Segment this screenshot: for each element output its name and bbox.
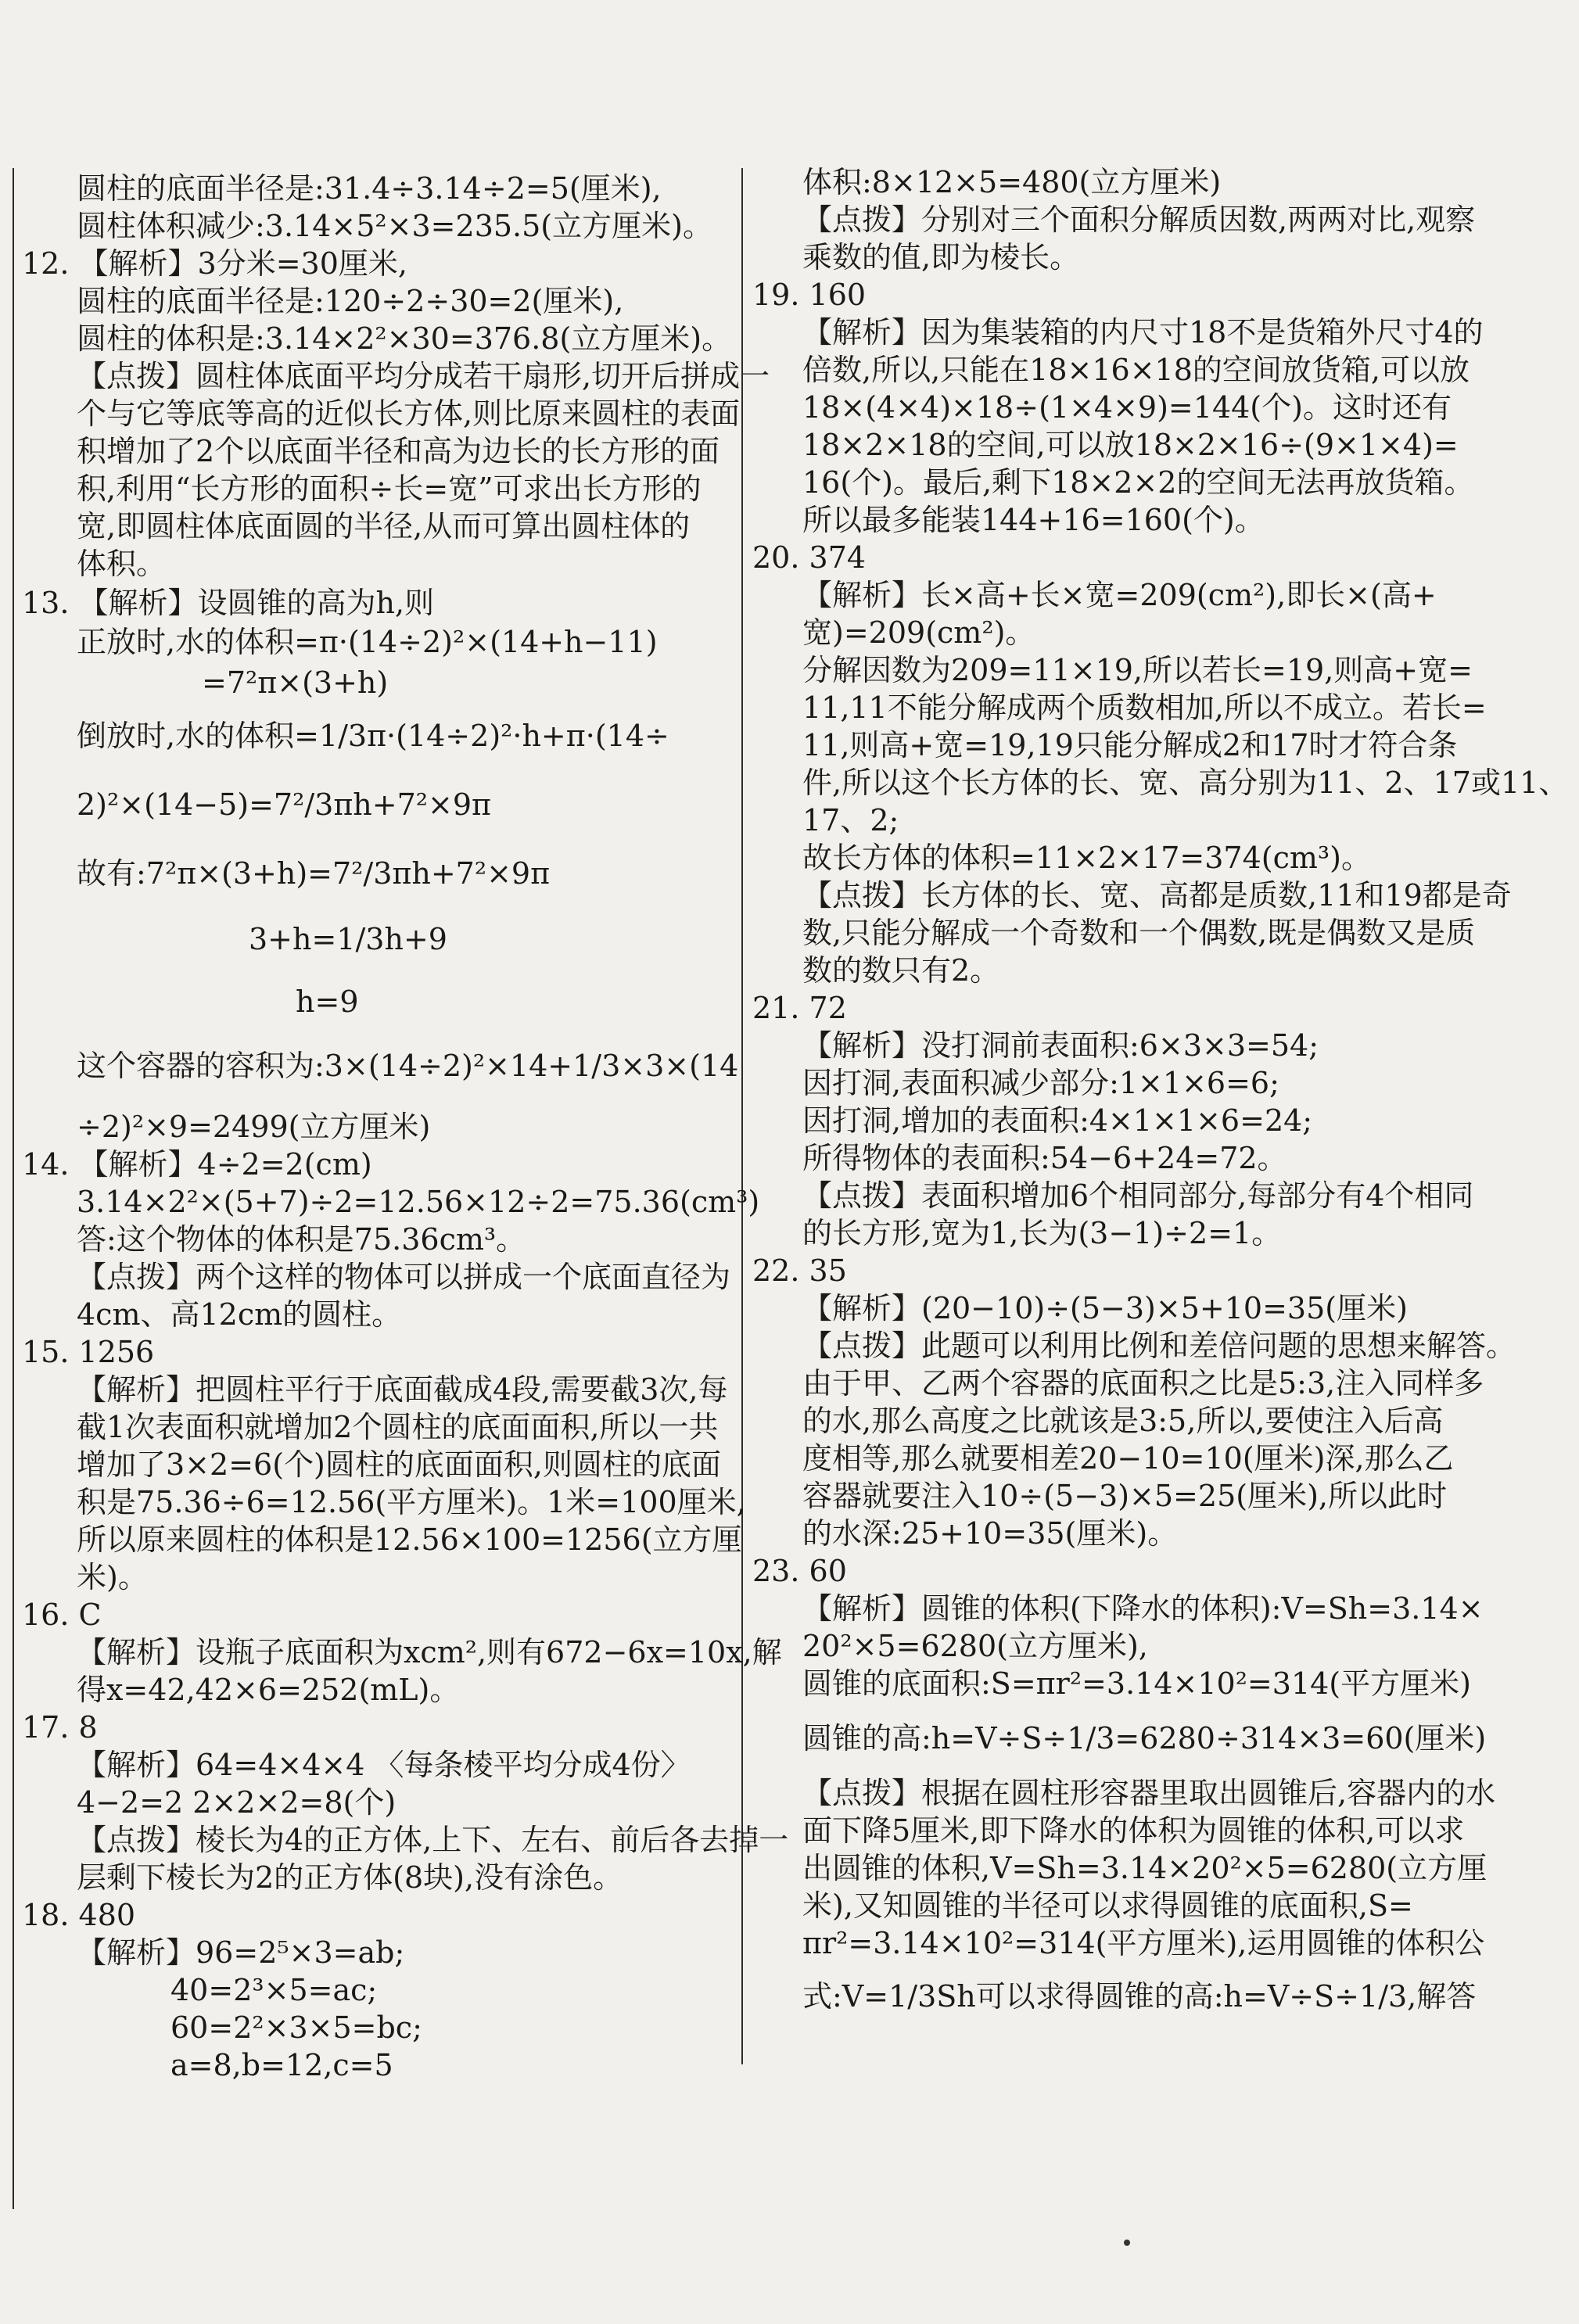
text-line: 11,则高+宽=19,19只能分解成2和17时才符合条 xyxy=(802,728,1458,762)
text-line: 圆锥的高:h=V÷S÷1/3=6280÷314×3=60(厘米) xyxy=(802,1721,1487,1756)
text-line: 【点拨】两个这样的物体可以拼成一个底面直径为 xyxy=(77,1260,731,1294)
text-line: 【点拨】长方体的长、宽、高都是质数,11和19都是奇 xyxy=(802,878,1512,913)
text-line: 【点拨】根据在圆柱形容器里取出圆锥后,容器内的水 xyxy=(802,1776,1496,1810)
text-line: 18×2×18的空间,可以放18×2×16÷(9×1×4)= xyxy=(802,428,1459,462)
text-line: 60=2²×3×5=bc; xyxy=(170,2010,422,2045)
column-divider xyxy=(741,168,743,2064)
text-line: 23. 60 xyxy=(752,1554,847,1588)
text-line: 数的数只有2。 xyxy=(802,953,1000,988)
text-line: 3+h=1/3h+9 xyxy=(249,922,447,956)
text-line: 【解析】因为集装箱的内尺寸18不是货箱外尺寸4的 xyxy=(802,315,1484,350)
text-line: 体积:8×12×5=480(立方厘米) xyxy=(802,165,1222,199)
text-line: πr²=3.14×10²=314(平方厘米),运用圆锥的体积公 xyxy=(802,1926,1485,1960)
text-line: 【解析】64=4×4×4 〈每条棱平均分成4份〉 xyxy=(77,1748,691,1782)
text-line: 15. 1256 xyxy=(22,1335,155,1369)
text-line: 【点拨】此题可以利用比例和差倍问题的思想来解答。 xyxy=(802,1329,1516,1363)
text-line: 【点拨】分别对三个面积分解质因数,两两对比,观察 xyxy=(802,203,1476,237)
text-line: 宽)=209(cm²)。 xyxy=(802,615,1035,650)
text-line: 积,利用“长方形的面积÷长=宽”可求出长方形的 xyxy=(77,472,702,506)
text-line: 米)。 xyxy=(77,1560,148,1594)
text-line: 由于甲、乙两个容器的底面积之比是5:3,注入同样多 xyxy=(802,1366,1484,1400)
page-dot xyxy=(1124,2240,1130,2246)
text-line: 18×(4×4)×18÷(1×4×9)=144(个)。这时还有 xyxy=(802,390,1452,425)
text-line: 个与它等底等高的近似长方体,则比原来圆柱的表面 xyxy=(77,396,741,431)
text-line: 12. 【解析】3分米=30厘米, xyxy=(22,246,407,281)
text-line: 【点拨】表面积增加6个相同部分,每部分有4个相同 xyxy=(802,1178,1474,1213)
text-line: 40=2³×5=ac; xyxy=(170,1973,378,2007)
text-line: 得x=42,42×6=252(mL)。 xyxy=(77,1673,460,1707)
text-line: 17、2; xyxy=(802,803,899,837)
text-line: 故长方体的体积=11×2×17=374(cm³)。 xyxy=(802,841,1371,875)
text-line: 【解析】设瓶子底面积为xcm²,则有672−6x=10x,解 xyxy=(77,1635,782,1669)
text-line: 分解因数为209=11×19,所以若长=19,则高+宽= xyxy=(802,653,1473,687)
text-line: 所得物体的表面积:54−6+24=72。 xyxy=(802,1141,1287,1175)
text-line: 16(个)。最后,剩下18×2×2的空间无法再放货箱。 xyxy=(802,465,1474,500)
text-line: 【解析】96=2⁵×3=ab; xyxy=(77,1935,405,1970)
text-line: 乘数的值,即为棱长。 xyxy=(802,240,1080,274)
text-line: 【解析】(20−10)÷(5−3)×5+10=35(厘米) xyxy=(802,1291,1408,1325)
text-line: 16. C xyxy=(22,1598,102,1632)
text-line: 13. 【解析】设圆锥的高为h,则 xyxy=(22,586,435,620)
text-line: 14. 【解析】4÷2=2(cm) xyxy=(22,1147,372,1182)
text-line: 故有:7²π×(3+h)=7²/3πh+7²×9π xyxy=(77,856,551,891)
text-line: 4cm、高12cm的圆柱。 xyxy=(77,1297,402,1332)
text-line: h=9 xyxy=(296,984,359,1019)
text-line: 19. 160 xyxy=(752,278,867,312)
text-line: 面下降5厘米,即下降水的体积为圆锥的体积,可以求 xyxy=(802,1813,1465,1848)
text-line: 的水,那么高度之比就该是3:5,所以,要使注入后高 xyxy=(802,1404,1444,1438)
text-line: 体积。 xyxy=(77,547,167,581)
text-line: 圆柱的底面半径是:31.4÷3.14÷2=5(厘米), xyxy=(77,171,662,206)
text-line: 倍数,所以,只能在18×16×18的空间放货箱,可以放 xyxy=(802,353,1470,387)
text-line: =7²π×(3+h) xyxy=(202,665,389,700)
text-line: 宽,即圆柱体底面圆的半径,从而可算出圆柱体的 xyxy=(77,509,691,543)
text-line: 圆锥的底面积:S=πr²=3.14×10²=314(平方厘米) xyxy=(802,1666,1471,1701)
text-line: 的长方形,宽为1,长为(3−1)÷2=1。 xyxy=(802,1216,1282,1250)
text-line: 容器就要注入10÷(5−3)×5=25(厘米),所以此时 xyxy=(802,1479,1447,1513)
text-line: 22. 35 xyxy=(752,1253,847,1288)
text-line: 圆柱的底面半径是:120÷2÷30=2(厘米), xyxy=(77,284,624,318)
text-line: 2)²×(14−5)=7²/3πh+7²×9π xyxy=(77,787,492,822)
text-line: 3.14×2²×(5+7)÷2=12.56×12÷2=75.36(cm³) xyxy=(77,1185,760,1219)
text-line: 积是75.36÷6=12.56(平方厘米)。1米=100厘米, xyxy=(77,1485,746,1519)
text-line: 【解析】把圆柱平行于底面截成4段,需要截3次,每 xyxy=(77,1372,728,1407)
text-line: 正放时,水的体积=π·(14÷2)²×(14+h−11) xyxy=(77,625,658,659)
text-line: 度相等,那么就要相差20−10=10(厘米)深,那么乙 xyxy=(802,1441,1454,1476)
text-line: 所以原来圆柱的体积是12.56×100=1256(立方厘 xyxy=(77,1522,742,1557)
text-line: 20²×5=6280(立方厘米), xyxy=(802,1629,1148,1663)
text-line: 4−2=2 2×2×2=8(个) xyxy=(77,1785,397,1820)
text-line: 圆柱体积减少:3.14×5²×3=235.5(立方厘米)。 xyxy=(77,209,712,243)
text-line: 17. 8 xyxy=(22,1710,98,1745)
text-line: a=8,b=12,c=5 xyxy=(170,2048,393,2082)
text-line: 因打洞,增加的表面积:4×1×1×6=24; xyxy=(802,1103,1313,1138)
text-line: 20. 374 xyxy=(752,540,867,575)
text-line: 【解析】长×高+长×宽=209(cm²),即长×(高+ xyxy=(802,578,1437,612)
text-line: 米),又知圆锥的半径可以求得圆锥的底面积,S= xyxy=(802,1888,1413,1923)
text-line: 【解析】圆锥的体积(下降水的体积):V=Sh=3.14× xyxy=(802,1591,1484,1626)
text-line: 的水深:25+10=35(厘米)。 xyxy=(802,1516,1178,1551)
text-line: 18. 480 xyxy=(22,1898,136,1932)
text-line: 式:V=1/3Sh可以求得圆锥的高:h=V÷S÷1/3,解答 xyxy=(802,1979,1477,2014)
text-line: 11,11不能分解成两个质数相加,所以不成立。若长= xyxy=(802,690,1487,725)
text-line: 所以最多能装144+16=160(个)。 xyxy=(802,503,1265,537)
text-line: 层剩下棱长为2的正方体(8块),没有涂色。 xyxy=(77,1860,623,1895)
text-line: 答:这个物体的体积是75.36cm³。 xyxy=(77,1222,526,1257)
text-line: 【点拨】棱长为4的正方体,上下、左右、前后各去掉一 xyxy=(77,1823,789,1857)
text-line: ÷2)²×9=2499(立方厘米) xyxy=(77,1110,431,1144)
text-line: 这个容器的容积为:3×(14÷2)²×14+1/3×3×(14 xyxy=(77,1049,739,1083)
text-line: 件,所以这个长方体的长、宽、高分别为11、2、17或11、 xyxy=(802,766,1569,800)
text-line: 【点拨】圆柱体底面平均分成若干扇形,切开后拼成一 xyxy=(77,359,770,393)
text-line: 因打洞,表面积减少部分:1×1×6=6; xyxy=(802,1066,1279,1100)
text-line: 截1次表面积就增加2个圆柱的底面面积,所以一共 xyxy=(77,1410,719,1444)
text-line: 增加了3×2=6(个)圆柱的底面面积,则圆柱的底面 xyxy=(77,1447,721,1482)
left-margin-rule xyxy=(13,168,14,2209)
text-line: 21. 72 xyxy=(752,991,847,1025)
text-line: 数,只能分解成一个奇数和一个偶数,既是偶数又是质 xyxy=(802,916,1476,950)
text-line: 出圆锥的体积,V=Sh=3.14×20²×5=6280(立方厘 xyxy=(802,1851,1487,1885)
text-line: 圆柱的体积是:3.14×2²×30=376.8(立方厘米)。 xyxy=(77,321,732,356)
text-line: 积增加了2个以底面半径和高为边长的长方形的面 xyxy=(77,434,720,468)
text-line: 倒放时,水的体积=1/3π·(14÷2)²·h+π·(14÷ xyxy=(77,719,669,753)
text-line: 【解析】没打洞前表面积:6×3×3=54; xyxy=(802,1028,1319,1063)
